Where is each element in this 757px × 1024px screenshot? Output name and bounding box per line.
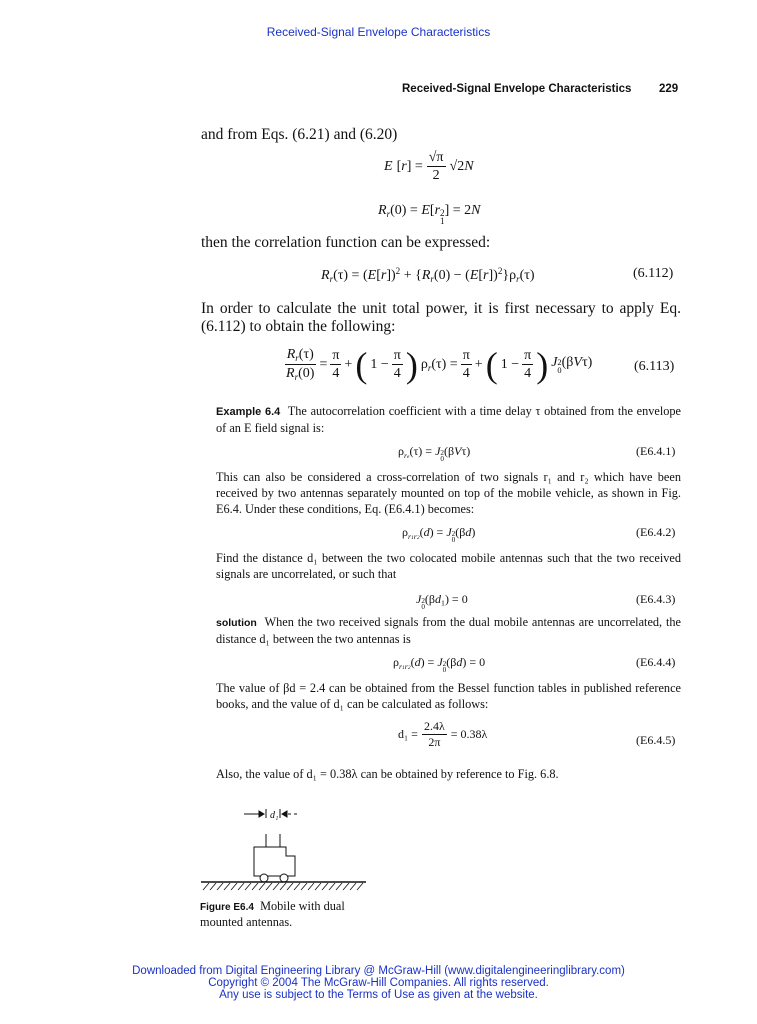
figure-mobile-antennas [196, 800, 371, 892]
equation-e6-4-4: $\rho_{r1r2}(d) = J$ 2 0 (βd) = 0 [393, 655, 486, 675]
equation-label-e6-4-5: (E6.4.5) [636, 733, 676, 747]
equation-label-e6-4-2: (E6.4.2) [636, 525, 676, 539]
ground-hatching [203, 883, 363, 890]
e5-numerator: 2.4λ [422, 720, 447, 735]
equation-label-6-112: (6.112) [633, 266, 674, 281]
example-intro [216, 403, 681, 436]
e5-lhs: d₁ = [398, 727, 418, 742]
example-paragraph-3: Find the distance d₁ between the two colocated mobile antennas such that the two received signals are uncorrelated, or such that [216, 551, 681, 581]
figure-caption [200, 899, 370, 930]
equation-6-113: $\frac{R_r(\tau)}{R_r(0)}$ = $\frac{\pi}{4}$ + ( 1 − $\frac{\pi}{4}$ ) $\rho_r(\tau)$ = $\frac{\pi}{4}$ + ( 1 − $\frac{\pi}{4}$ ) J 2 0 (βVτ) [286, 344, 593, 385]
equation-e6-4-1: $\rho_{re}(\tau) = J$ 2 0 (βVτ) [398, 444, 471, 464]
example-paragraph-2: This can also be considered a cross-correlation of two signals r₁ and r₂ which have been received by two antennas separately mounted on top of the mobile vehicle, as shown in Fig. E6.4. Under these conditions, Eq. (E6.4.1) becomes: [216, 470, 681, 516]
example-paragraph-5: The value of βd = 2.4 can be obtained from the Bessel function tables in published reference books, and the value of d₁ can be calculated as follows: [216, 681, 681, 711]
dimension-label: d₁ [270, 810, 279, 821]
equation-e6-4-5 [398, 720, 487, 749]
footer-copyright: Copyright © 2004 The McGraw-Hill Companies. All rights reserved. [208, 977, 549, 989]
equation-label-6-113: (6.113) [634, 359, 675, 374]
top-banner: Received-Signal Envelope Characteristics [266, 25, 491, 39]
equation-label-e6-4-3: (E6.4.3) [636, 592, 676, 606]
equation-e6-4-2: $\rho_{r1r2}(d) = J$ 2 0 (βd) [402, 525, 476, 545]
vehicle-body [254, 847, 295, 876]
equation-6-112: $R_r(\tau) = (E[r])^2 + \{R_r(0) - (E[r])^2\}\rho_r(\tau)$ [321, 266, 535, 285]
equation-expected-r: E [r] = $\frac{√\pi}{2}$ √2N [384, 150, 474, 184]
text-then-correlation: then the correlation function can be expressed: [201, 234, 491, 251]
wheel-front [260, 874, 268, 882]
equation-label-e6-4-4: (E6.4.4) [636, 655, 676, 669]
running-header-title: Received-Signal Envelope Characteristics [402, 83, 632, 95]
e5-denominator: 2π [428, 735, 441, 750]
example-paragraph-6: Also, the value of d₁ = 0.38λ can be obtained by reference to Fig. 6.8. [216, 767, 559, 781]
figure-caption-text: Mobile with dual mounted antennas. [200, 899, 345, 929]
page-number: 229 [659, 83, 679, 95]
footer [0, 965, 757, 1001]
wheel-rear [280, 874, 288, 882]
solution-text: When the two received signals from the dual mobile antennas are uncorrelated, the distance d₁ between the two antennas is [216, 615, 681, 646]
equation-label-e6-4-1: (E6.4.1) [636, 444, 676, 458]
arrow-right-icon [259, 811, 264, 817]
figure-caption-head: Figure E6.4 [200, 902, 254, 913]
text-from-eqs: and from Eqs. (6.21) and (6.20) [201, 126, 398, 143]
footer-download-link[interactable]: Downloaded from Digital Engineering Library @ McGraw-Hill (www.digitalengineeringlibrary.com) [132, 965, 625, 977]
e5-rhs: = 0.38λ [450, 727, 488, 742]
example-intro-text: The autocorrelation coefficient with a time delay τ obtained from the envelope of an E field signal is: [216, 404, 682, 435]
equation-r-zero: $R_r(0) = E[r$ 2 1 ] = 2N [378, 203, 481, 226]
footer-terms: Any use is subject to the Terms of Use as given at the website. [219, 989, 538, 1001]
text-in-order: In order to calculate the unit total power, it is first necessary to apply Eq. (6.112) to obtain the following: [201, 300, 681, 335]
solution-heading: solution [216, 617, 257, 629]
equation-e6-4-3: J 2 0 $(\beta d_1) = 0$ [416, 592, 468, 612]
example-heading: Example 6.4 [216, 406, 281, 418]
solution-paragraph [216, 614, 681, 647]
